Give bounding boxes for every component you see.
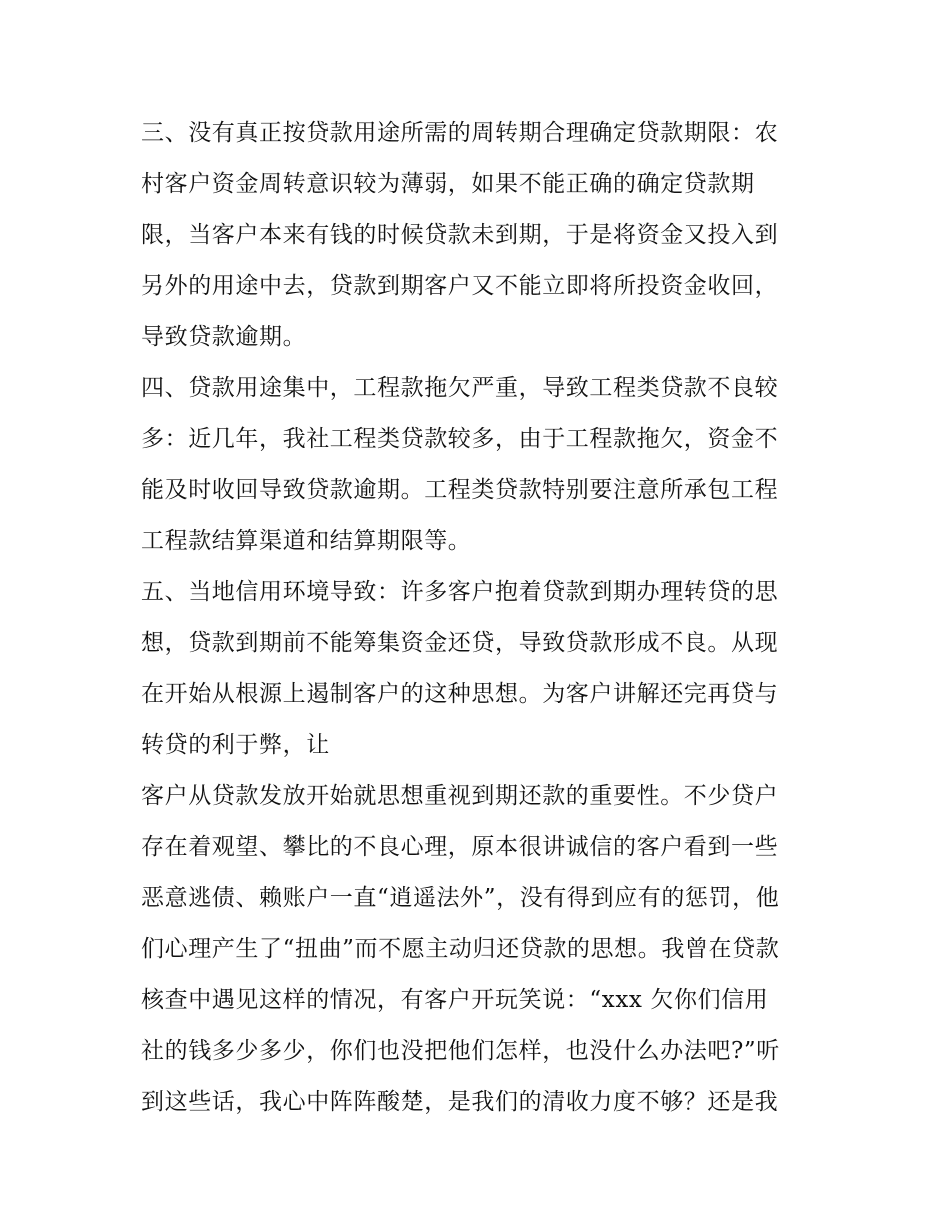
- text-line: 限，当客户本来有钱的时候贷款未到期，于是将资金又投入到: [141, 222, 779, 248]
- text-line: 四、贷款用途集中，工程款拖欠严重，导致工程类贷款不良较: [141, 375, 779, 401]
- text-line: 到这些话，我心中阵阵酸楚，是我们的清收力度不够？还是我: [141, 1089, 779, 1115]
- text-line: 能及时收回导致贷款逾期。工程类贷款特别要注意所承包工程: [141, 477, 779, 503]
- document-body: [141, 108, 821, 1128]
- text-line: 导致贷款逾期。: [141, 324, 307, 350]
- text-line: 三、没有真正按贷款用途所需的周转期合理确定贷款期限：农: [141, 120, 779, 146]
- text-line: 多：近几年，我社工程类贷款较多，由于工程款拖欠，资金不: [141, 426, 779, 452]
- text-line: 村客户资金周转意识较为薄弱，如果不能正确的确定贷款期: [141, 171, 755, 197]
- text-line: 想，贷款到期前不能筹集资金还贷，导致贷款形成不良。从现: [141, 630, 779, 656]
- text-line: 们心理产生了“扭曲”而不愿主动归还贷款的思想。我曾在贷款: [141, 936, 780, 962]
- text-line: 工程款结算渠道和结算期限等。: [141, 528, 472, 554]
- text-line: 核查中遇见这样的情况，有客户开玩笑说：“xxx 欠你们信用: [141, 987, 769, 1013]
- text-line: 存在着观望、攀比的不良心理，原本很讲诚信的客户看到一些: [141, 834, 779, 860]
- text-line: 客户从贷款发放开始就思想重视到期还款的重要性。不少贷户: [141, 783, 779, 809]
- text-line: 恶意逃债、赖账户一直“逍遥法外”，没有得到应有的惩罚，他: [141, 885, 780, 911]
- text-line: 另外的用途中去，贷款到期客户又不能立即将所投资金收回，: [141, 273, 779, 299]
- text-line: 社的钱多少多少，你们也没把他们怎样，也没什么办法吧?”听: [141, 1038, 780, 1064]
- text-line: 转贷的利于弊，让: [141, 732, 330, 758]
- text-line: 在开始从根源上遏制客户的这种思想。为客户讲解还完再贷与: [141, 681, 779, 707]
- text-line: 五、当地信用环境导致：许多客户抱着贷款到期办理转贷的思: [141, 579, 779, 605]
